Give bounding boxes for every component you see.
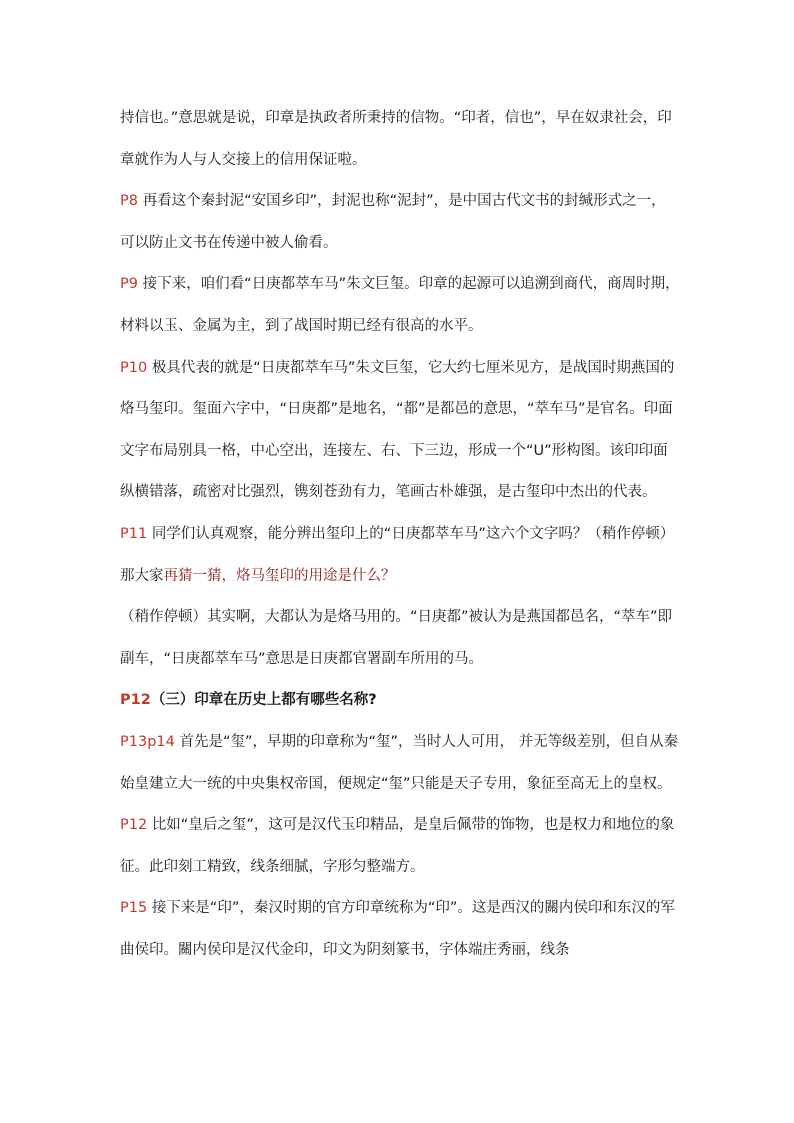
paragraph-text: 同学们认真观察，能分辨出玺印上的“日庚都萃车马”这六个文字吗？（稍作停顿）那大家	[120, 525, 675, 584]
paragraph-p9	[120, 264, 680, 347]
page-marker: P13p14	[120, 733, 175, 750]
page-marker: P12	[120, 692, 151, 709]
paragraph-text: 再看这个秦封泥“安国乡印”，封泥也称“泥封”，是中国古代文书的封缄形式之一，可以防止文书在传递中被人偷看。	[120, 193, 666, 251]
paragraph-text: 极具代表的就是“日庚都萃车马”朱文巨玺，它大约七厘米见方，是战国时期燕国的烙马玺印。玺面六字中，“日庚都”是地名，“都”是都邑的意思，“萃车马”是官名。印面文字布局别具一格，中心空出，连接左、右、下三边，形成一个“U”形构图。该印印面纵横错落，疏密对比强烈，镌刻苍劲有力，笔画古朴雄强，是古玺印中杰出的代表。	[120, 359, 675, 501]
paragraph-intro	[120, 98, 680, 181]
heading-text: （三）印章在历史上都有哪些名称?	[150, 692, 377, 709]
page-marker: P9	[120, 276, 138, 293]
paragraph-text: 持信也。”意思就是说，印章是执政者所秉持的信物。“印者，信也”，早在奴隶社会，印章就作为人与人交接上的信用保证啦。	[120, 110, 672, 168]
section-heading	[120, 680, 680, 722]
page-marker: P11	[120, 525, 148, 542]
document-body	[120, 98, 680, 971]
paragraph-text: 接下来是“印”，秦汉时期的官方印章统称为“印”。这是西汉的關内侯印和东汉的军曲侯印。關内侯印是汉代金印，印文为阴刻篆书，字体端庄秀丽，线条	[120, 900, 675, 958]
paragraph-text: （稍作停顿）其实啊，大都认为是烙马用的。“日庚都”被认为是燕国都邑名，“萃车”即副车，“日庚都萃车马”意思是日庚都官署副车所用的马。	[120, 609, 673, 667]
highlighted-question: 再猜一猜，烙马玺印的用途是什么？	[163, 567, 396, 584]
paragraph-p11	[120, 514, 680, 597]
paragraph-text: 比如“皇后之玺”，这可是汉代玉印精品，是皇后佩带的饰物，也是权力和地位的象征。此印刻工精致，线条细腻，字形匀整端方。	[120, 817, 675, 875]
paragraph-p13p14	[120, 722, 680, 888]
paragraph-text: 首先是“玺”，早期的印章称为“玺”，当时人人可用， 并无等级差别，但自从秦始皇建立大一统的中央集权帝国，便规定“玺”只能是天子专用，象征至高无上的皇权。	[120, 733, 679, 792]
paragraph-text: 接下来，咱们看“日庚都萃车马”朱文巨玺。印章的起源可以追溯到商代，商周时期，材料以玉、金属为主，到了战国时期已经有很高的水平。	[120, 276, 680, 334]
paragraph-p15	[120, 888, 680, 971]
page-marker: P15	[120, 900, 148, 917]
page-marker: P10	[120, 359, 148, 376]
paragraph-p10	[120, 348, 680, 514]
paragraph-p8	[120, 181, 680, 264]
page-marker: P8	[120, 193, 138, 210]
paragraph-explanation	[120, 597, 680, 680]
page-marker: P12	[120, 817, 148, 834]
